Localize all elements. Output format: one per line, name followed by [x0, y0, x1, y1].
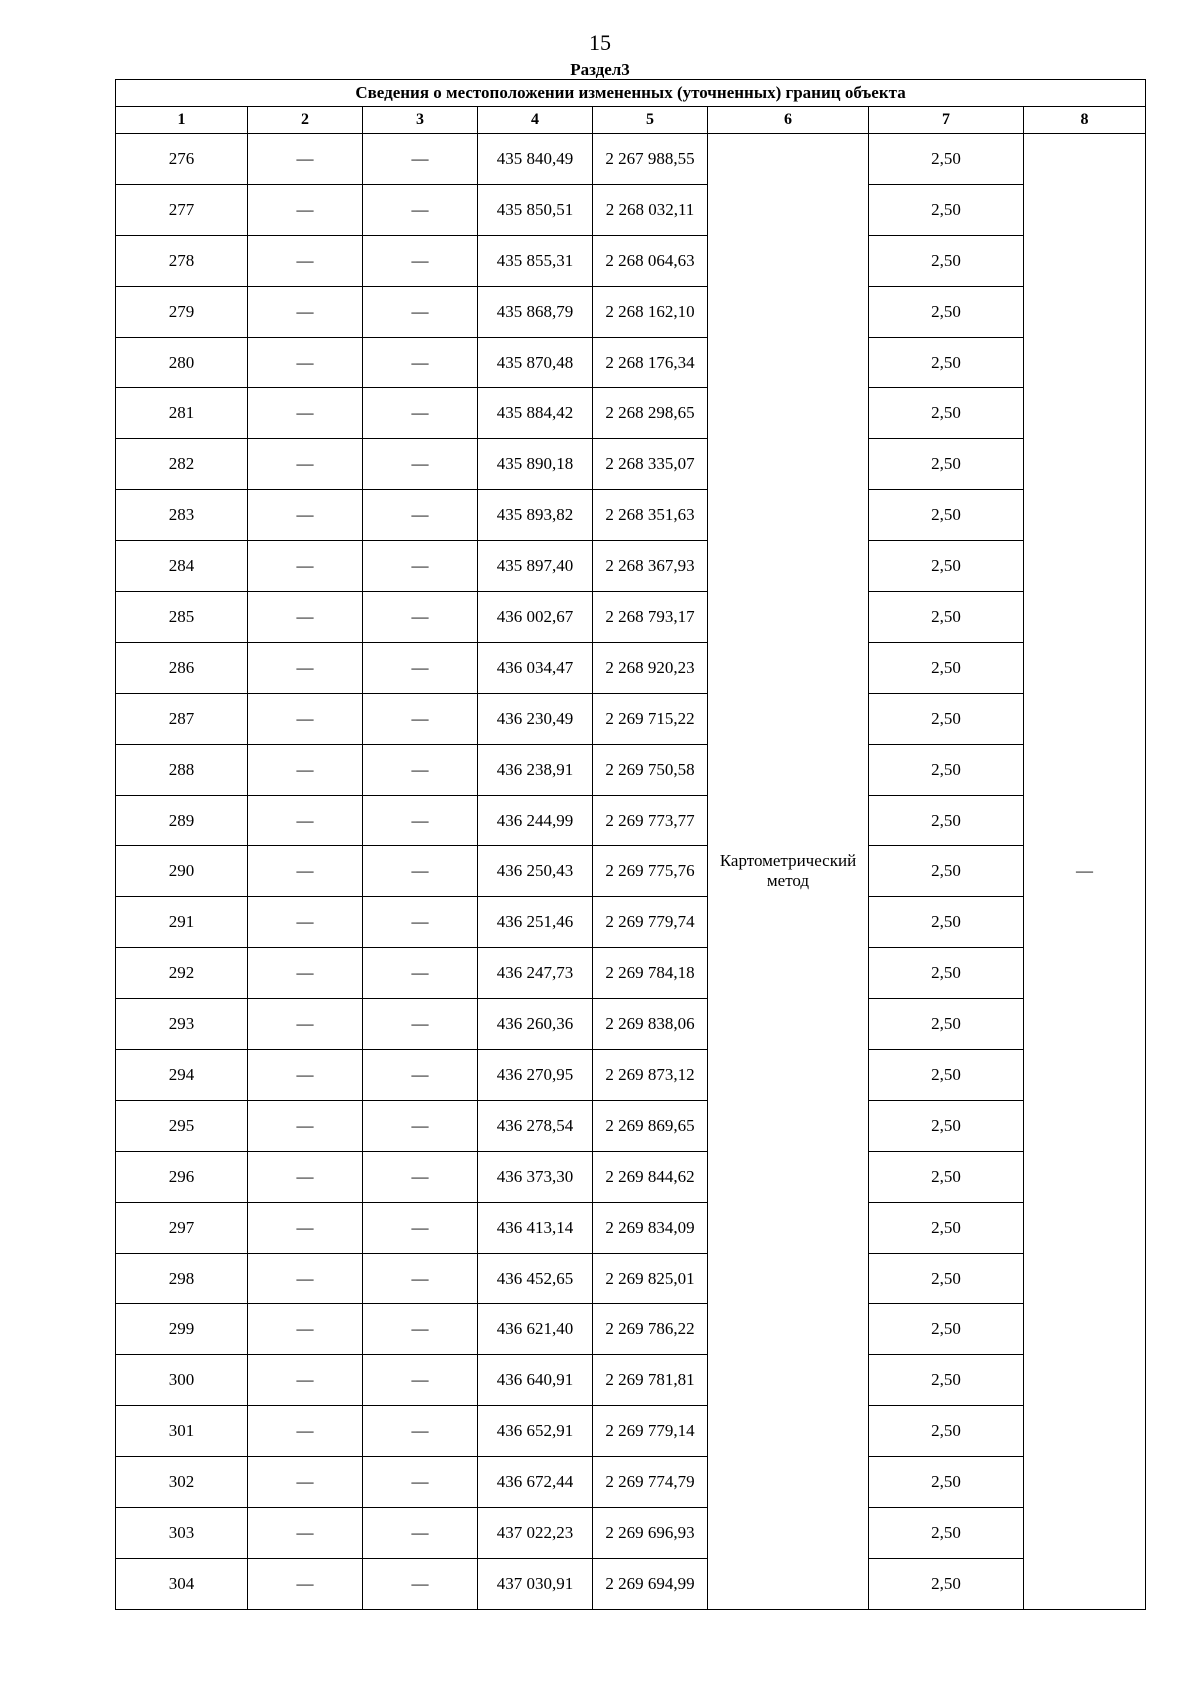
column-3-dash-cell: — [363, 1050, 478, 1101]
point-number-cell: 294 [116, 1050, 248, 1101]
column-3-dash-cell: — [363, 235, 478, 286]
table-row [116, 897, 1146, 948]
column-2-dash-cell: — [248, 1457, 363, 1508]
coordinate-y-cell: 2 269 715,22 [593, 693, 708, 744]
point-number-cell: 286 [116, 642, 248, 693]
coordinate-x-cell: 436 672,44 [478, 1457, 593, 1508]
coordinate-x-cell: 435 893,82 [478, 490, 593, 541]
column-2-dash-cell: — [248, 897, 363, 948]
table-row [116, 744, 1146, 795]
accuracy-cell: 2,50 [869, 1508, 1024, 1559]
coordinate-y-cell: 2 269 694,99 [593, 1558, 708, 1609]
point-number-cell: 297 [116, 1202, 248, 1253]
coordinate-y-cell: 2 268 298,65 [593, 388, 708, 439]
point-number-cell: 278 [116, 235, 248, 286]
table-row [116, 693, 1146, 744]
table-caption: Сведения о местоположении измененных (уточненных) границ объекта [116, 80, 1146, 107]
accuracy-cell: 2,50 [869, 1457, 1024, 1508]
column-number: 5 [593, 107, 708, 134]
column-2-dash-cell: — [248, 1050, 363, 1101]
accuracy-cell: 2,50 [869, 134, 1024, 185]
column-number: 8 [1024, 107, 1146, 134]
coordinate-y-cell: 2 268 367,93 [593, 541, 708, 592]
coordinate-y-cell: 2 269 825,01 [593, 1253, 708, 1304]
accuracy-cell: 2,50 [869, 337, 1024, 388]
column-3-dash-cell: — [363, 999, 478, 1050]
coordinate-y-cell: 2 269 784,18 [593, 948, 708, 999]
point-number-cell: 291 [116, 897, 248, 948]
column-3-dash-cell: — [363, 1406, 478, 1457]
method-cell: Картометрический метод [708, 134, 869, 1610]
column-number: 4 [478, 107, 593, 134]
point-number-cell: 299 [116, 1304, 248, 1355]
coordinate-x-cell: 436 251,46 [478, 897, 593, 948]
coordinate-x-cell: 435 890,18 [478, 439, 593, 490]
coordinate-x-cell: 436 373,30 [478, 1151, 593, 1202]
column-2-dash-cell: — [248, 1202, 363, 1253]
column-2-dash-cell: — [248, 184, 363, 235]
column-2-dash-cell: — [248, 388, 363, 439]
coordinate-x-cell: 436 452,65 [478, 1253, 593, 1304]
column-2-dash-cell: — [248, 490, 363, 541]
table-row [116, 1100, 1146, 1151]
point-number-cell: 301 [116, 1406, 248, 1457]
coordinate-x-cell: 436 270,95 [478, 1050, 593, 1101]
accuracy-cell: 2,50 [869, 1202, 1024, 1253]
column-3-dash-cell: — [363, 1558, 478, 1609]
column-3-dash-cell: — [363, 134, 478, 185]
accuracy-cell: 2,50 [869, 439, 1024, 490]
coordinate-x-cell: 436 247,73 [478, 948, 593, 999]
coordinate-y-cell: 2 267 988,55 [593, 134, 708, 185]
column-2-dash-cell: — [248, 948, 363, 999]
coordinate-y-cell: 2 268 176,34 [593, 337, 708, 388]
column-3-dash-cell: — [363, 1100, 478, 1151]
column-2-dash-cell: — [248, 286, 363, 337]
column-3-dash-cell: — [363, 388, 478, 439]
column-number-row [116, 107, 1146, 134]
coordinate-y-cell: 2 269 869,65 [593, 1100, 708, 1151]
accuracy-cell: 2,50 [869, 1253, 1024, 1304]
accuracy-cell: 2,50 [869, 897, 1024, 948]
accuracy-cell: 2,50 [869, 846, 1024, 897]
column-number: 3 [363, 107, 478, 134]
accuracy-cell: 2,50 [869, 1355, 1024, 1406]
column-3-dash-cell: — [363, 1355, 478, 1406]
column-2-dash-cell: — [248, 541, 363, 592]
column-3-dash-cell: — [363, 490, 478, 541]
column-2-dash-cell: — [248, 846, 363, 897]
accuracy-cell: 2,50 [869, 642, 1024, 693]
point-number-cell: 295 [116, 1100, 248, 1151]
table-row [116, 999, 1146, 1050]
note-cell: — [1024, 134, 1146, 1610]
column-3-dash-cell: — [363, 1151, 478, 1202]
point-number-cell: 302 [116, 1457, 248, 1508]
table-row [116, 1253, 1146, 1304]
column-2-dash-cell: — [248, 1355, 363, 1406]
accuracy-cell: 2,50 [869, 184, 1024, 235]
accuracy-cell: 2,50 [869, 1100, 1024, 1151]
coordinate-y-cell: 2 269 773,77 [593, 795, 708, 846]
column-number: 1 [116, 107, 248, 134]
table-row [116, 1508, 1146, 1559]
point-number-cell: 285 [116, 592, 248, 643]
coordinates-table [115, 79, 1146, 1610]
accuracy-cell: 2,50 [869, 388, 1024, 439]
table-row [116, 184, 1146, 235]
coordinate-x-cell: 437 022,23 [478, 1508, 593, 1559]
coordinate-y-cell: 2 269 844,62 [593, 1151, 708, 1202]
table-row [116, 490, 1146, 541]
column-2-dash-cell: — [248, 439, 363, 490]
column-3-dash-cell: — [363, 1457, 478, 1508]
point-number-cell: 276 [116, 134, 248, 185]
table-row [116, 1050, 1146, 1101]
column-3-dash-cell: — [363, 439, 478, 490]
column-3-dash-cell: — [363, 744, 478, 795]
table-body [116, 134, 1146, 1610]
point-number-cell: 279 [116, 286, 248, 337]
column-3-dash-cell: — [363, 693, 478, 744]
accuracy-cell: 2,50 [869, 999, 1024, 1050]
column-2-dash-cell: — [248, 235, 363, 286]
coordinate-y-cell: 2 269 838,06 [593, 999, 708, 1050]
table-row [116, 235, 1146, 286]
column-3-dash-cell: — [363, 592, 478, 643]
column-2-dash-cell: — [248, 1508, 363, 1559]
accuracy-cell: 2,50 [869, 490, 1024, 541]
coordinate-x-cell: 436 002,67 [478, 592, 593, 643]
coordinate-x-cell: 436 640,91 [478, 1355, 593, 1406]
column-number: 6 [708, 107, 869, 134]
coordinate-x-cell: 436 244,99 [478, 795, 593, 846]
column-3-dash-cell: — [363, 1508, 478, 1559]
coordinate-y-cell: 2 269 696,93 [593, 1508, 708, 1559]
point-number-cell: 284 [116, 541, 248, 592]
accuracy-cell: 2,50 [869, 693, 1024, 744]
coordinate-y-cell: 2 269 786,22 [593, 1304, 708, 1355]
column-2-dash-cell: — [248, 1151, 363, 1202]
coordinate-x-cell: 435 897,40 [478, 541, 593, 592]
coordinate-x-cell: 437 030,91 [478, 1558, 593, 1609]
table-row [116, 642, 1146, 693]
coordinate-y-cell: 2 268 351,63 [593, 490, 708, 541]
column-3-dash-cell: — [363, 1304, 478, 1355]
accuracy-cell: 2,50 [869, 1151, 1024, 1202]
coordinate-y-cell: 2 269 750,58 [593, 744, 708, 795]
column-3-dash-cell: — [363, 337, 478, 388]
table-row [116, 1202, 1146, 1253]
coordinate-x-cell: 436 034,47 [478, 642, 593, 693]
coordinate-x-cell: 436 621,40 [478, 1304, 593, 1355]
coordinate-y-cell: 2 268 032,11 [593, 184, 708, 235]
column-3-dash-cell: — [363, 184, 478, 235]
coordinate-x-cell: 436 278,54 [478, 1100, 593, 1151]
column-2-dash-cell: — [248, 744, 363, 795]
coordinate-x-cell: 436 413,14 [478, 1202, 593, 1253]
table-row [116, 439, 1146, 490]
accuracy-cell: 2,50 [869, 286, 1024, 337]
column-2-dash-cell: — [248, 795, 363, 846]
coordinate-y-cell: 2 269 781,81 [593, 1355, 708, 1406]
point-number-cell: 304 [116, 1558, 248, 1609]
point-number-cell: 280 [116, 337, 248, 388]
point-number-cell: 292 [116, 948, 248, 999]
point-number-cell: 298 [116, 1253, 248, 1304]
coordinate-y-cell: 2 269 774,79 [593, 1457, 708, 1508]
table-row [116, 388, 1146, 439]
table-row [116, 1406, 1146, 1457]
column-3-dash-cell: — [363, 541, 478, 592]
section-title: Раздел3 [570, 60, 630, 79]
table-row [116, 337, 1146, 388]
coordinate-y-cell: 2 269 834,09 [593, 1202, 708, 1253]
point-number-cell: 303 [116, 1508, 248, 1559]
accuracy-cell: 2,50 [869, 592, 1024, 643]
point-number-cell: 281 [116, 388, 248, 439]
table-row [116, 948, 1146, 999]
point-number-cell: 289 [116, 795, 248, 846]
point-number-cell: 288 [116, 744, 248, 795]
column-2-dash-cell: — [248, 592, 363, 643]
point-number-cell: 290 [116, 846, 248, 897]
point-number-cell: 277 [116, 184, 248, 235]
column-3-dash-cell: — [363, 948, 478, 999]
table-row [116, 1151, 1146, 1202]
column-2-dash-cell: — [248, 999, 363, 1050]
coordinate-y-cell: 2 269 779,14 [593, 1406, 708, 1457]
coordinate-y-cell: 2 269 775,76 [593, 846, 708, 897]
accuracy-cell: 2,50 [869, 1406, 1024, 1457]
coordinate-x-cell: 435 840,49 [478, 134, 593, 185]
point-number-cell: 296 [116, 1151, 248, 1202]
accuracy-cell: 2,50 [869, 744, 1024, 795]
table-row [116, 1457, 1146, 1508]
column-3-dash-cell: — [363, 897, 478, 948]
column-3-dash-cell: — [363, 1253, 478, 1304]
coordinate-y-cell: 2 268 920,23 [593, 642, 708, 693]
column-2-dash-cell: — [248, 1558, 363, 1609]
coordinate-x-cell: 436 238,91 [478, 744, 593, 795]
coordinate-y-cell: 2 268 335,07 [593, 439, 708, 490]
table-row [116, 1304, 1146, 1355]
column-2-dash-cell: — [248, 1406, 363, 1457]
point-number-cell: 300 [116, 1355, 248, 1406]
coordinate-x-cell: 435 870,48 [478, 337, 593, 388]
coordinate-x-cell: 435 855,31 [478, 235, 593, 286]
point-number-cell: 282 [116, 439, 248, 490]
column-2-dash-cell: — [248, 337, 363, 388]
accuracy-cell: 2,50 [869, 1304, 1024, 1355]
coordinate-y-cell: 2 268 162,10 [593, 286, 708, 337]
coordinate-y-cell: 2 269 873,12 [593, 1050, 708, 1101]
table-row [116, 795, 1146, 846]
coordinate-x-cell: 436 260,36 [478, 999, 593, 1050]
accuracy-cell: 2,50 [869, 541, 1024, 592]
table-row [116, 1558, 1146, 1609]
column-number: 7 [869, 107, 1024, 134]
coordinate-x-cell: 436 230,49 [478, 693, 593, 744]
table-row [116, 134, 1146, 185]
point-number-cell: 293 [116, 999, 248, 1050]
column-2-dash-cell: — [248, 1100, 363, 1151]
table-row [116, 846, 1146, 897]
coordinate-y-cell: 2 268 064,63 [593, 235, 708, 286]
coordinate-x-cell: 435 884,42 [478, 388, 593, 439]
point-number-cell: 287 [116, 693, 248, 744]
column-2-dash-cell: — [248, 693, 363, 744]
coordinate-x-cell: 436 652,91 [478, 1406, 593, 1457]
column-3-dash-cell: — [363, 642, 478, 693]
table-row [116, 286, 1146, 337]
column-number: 2 [248, 107, 363, 134]
coordinate-y-cell: 2 269 779,74 [593, 897, 708, 948]
column-3-dash-cell: — [363, 846, 478, 897]
coordinate-x-cell: 436 250,43 [478, 846, 593, 897]
point-number-cell: 283 [116, 490, 248, 541]
accuracy-cell: 2,50 [869, 795, 1024, 846]
accuracy-cell: 2,50 [869, 1050, 1024, 1101]
table-row [116, 592, 1146, 643]
column-3-dash-cell: — [363, 286, 478, 337]
coordinate-x-cell: 435 850,51 [478, 184, 593, 235]
accuracy-cell: 2,50 [869, 948, 1024, 999]
table-row [116, 1355, 1146, 1406]
column-2-dash-cell: — [248, 134, 363, 185]
accuracy-cell: 2,50 [869, 1558, 1024, 1609]
table-row [116, 541, 1146, 592]
page-number: 15 [589, 30, 611, 55]
coordinate-y-cell: 2 268 793,17 [593, 592, 708, 643]
column-2-dash-cell: — [248, 1304, 363, 1355]
column-3-dash-cell: — [363, 1202, 478, 1253]
column-3-dash-cell: — [363, 795, 478, 846]
coordinate-x-cell: 435 868,79 [478, 286, 593, 337]
accuracy-cell: 2,50 [869, 235, 1024, 286]
column-2-dash-cell: — [248, 642, 363, 693]
column-2-dash-cell: — [248, 1253, 363, 1304]
